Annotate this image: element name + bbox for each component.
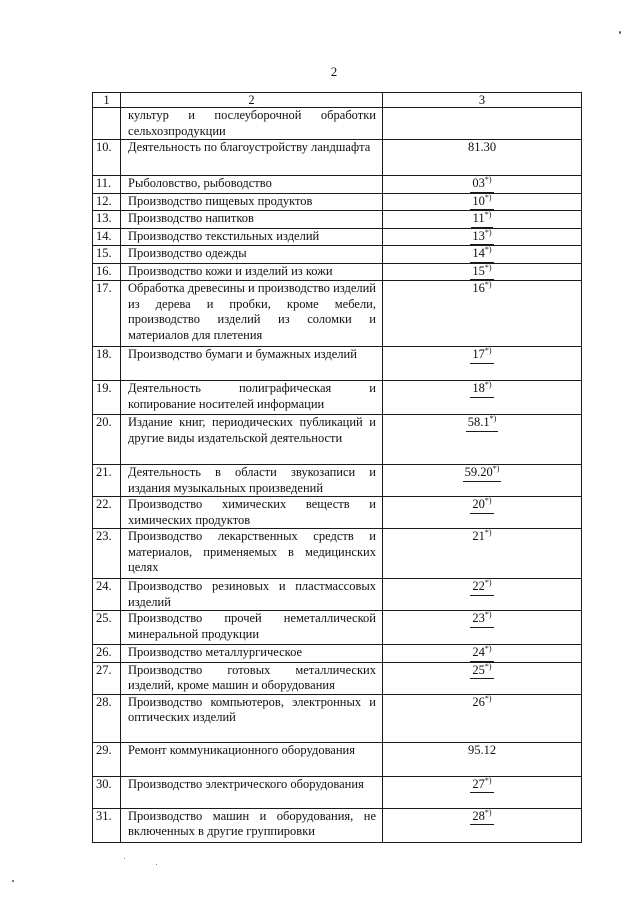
table-row [93,381,582,415]
row-number: 29. [93,742,121,776]
okved-code-value: 13 [472,228,485,243]
row-number: 27. [93,662,121,694]
activity-description: Производство химических веществ и химических продуктов [121,497,383,529]
table-row [93,611,582,645]
table-row [93,808,582,842]
okved-code [466,140,498,156]
okved-code-value: 03 [472,176,485,190]
footnote-mark: *) [484,227,492,237]
table-row [93,108,582,140]
okved-code [466,415,499,432]
activity-description: Производство прочей неметаллической минеральной продукции [121,611,383,645]
footnote-mark: *) [484,527,492,537]
activity-description: Производство бумаги и бумажных изделий [121,347,383,381]
okved-code [470,695,493,711]
footnote-mark: *) [484,244,492,254]
okved-code-value: 23 [472,611,485,625]
okved-code-value: 11 [472,211,485,225]
activity-description: Издание книг, периодических публикаций и другие виды издательской деятельности [121,415,383,465]
table-row [93,263,582,281]
table-row [93,742,582,776]
activity-description: Производство компьютеров, электронных и оптических изделий [121,694,383,742]
okved-code-cell [383,529,582,579]
okved-code-value: 17 [472,347,485,361]
row-number: 28. [93,694,121,742]
activity-description: Производство кожи и изделий из кожи [121,263,383,281]
okved-code-value: 10 [472,193,485,208]
activity-description: Производство машин и оборудования, не включенных в другие группировки [121,808,383,842]
okved-code-value: 16 [472,281,485,295]
row-number [93,108,121,140]
footnote-mark: *) [489,413,497,423]
row-number: 19. [93,381,121,415]
okved-code-value: 59.20 [464,465,493,479]
activity-codes-table [92,92,582,843]
okved-code-cell [383,611,582,645]
activity-description: Производство резиновых и пластмассовых изделий [121,579,383,611]
activity-description: Производство электрического оборудования [121,776,383,808]
row-number: 16. [93,263,121,281]
okved-code-cell [383,246,582,264]
activity-description: Рыболовство, рыбоводство [121,176,383,194]
page-number: 2 [330,64,338,79]
footnote-mark: *) [484,577,492,587]
okved-code [470,611,493,628]
row-number: 14. [93,228,121,246]
okved-code-value: 18 [472,381,485,395]
okved-code-cell [383,176,582,194]
activity-description: Деятельность в области звукозаписи и издания музыкальных произведений [121,465,383,497]
okved-code [463,465,502,482]
okved-code-value: 20 [472,497,485,511]
scan-speck [124,858,125,859]
row-number: 10. [93,140,121,176]
activity-description: Производство готовых металлических изделий, кроме машин и оборудования [121,662,383,694]
okved-code-cell [383,694,582,742]
table-row [93,776,582,808]
okved-code-cell [383,381,582,415]
footnote-mark: *) [484,345,492,355]
table-row [93,193,582,211]
okved-code-cell [383,108,582,140]
okved-code [470,229,493,246]
okved-code-value: 15 [472,263,485,278]
okved-code-value: 26 [472,694,485,709]
activity-description: Производство металлургическое [121,645,383,663]
table-row [93,694,582,742]
okved-code-cell [383,662,582,694]
header-col-1: 1 [93,93,121,108]
okved-code-cell [383,193,582,211]
okved-code [470,809,493,826]
activity-description: Производство текстильных изделий [121,228,383,246]
row-number: 22. [93,497,121,529]
okved-code [470,264,493,281]
okved-code [470,246,493,263]
okved-code [470,497,493,514]
table-row [93,645,582,663]
table-row [93,529,582,579]
okved-code [470,194,493,211]
scan-speck [12,880,14,882]
footnote-mark: *) [484,609,492,619]
row-number: 18. [93,347,121,381]
okved-code-cell [383,497,582,529]
header-col-3: 3 [383,93,582,108]
footnote-mark: *) [484,661,492,671]
row-number: 13. [93,211,121,229]
scan-speck [156,864,157,865]
table-row [93,211,582,229]
row-number: 23. [93,529,121,579]
footnote-mark: *) [484,693,492,703]
row-number: 17. [93,281,121,347]
okved-code-cell [383,347,582,381]
activity-description: Производство пищевых продуктов [121,193,383,211]
okved-code-value: 28 [472,808,485,823]
okved-code-cell [383,742,582,776]
footnote-mark: *) [484,174,492,184]
okved-code [470,579,493,596]
okved-code-cell [383,228,582,246]
row-number: 20. [93,415,121,465]
okved-code-cell [383,263,582,281]
okved-code [470,347,493,364]
table-row [93,579,582,611]
okved-code [470,645,493,662]
footnote-mark: *) [484,209,492,219]
row-number: 12. [93,193,121,211]
table-row [93,662,582,694]
activity-description: Ремонт коммуникационного оборудования [121,742,383,776]
activity-description: Производство напитков [121,211,383,229]
footnote-mark: *) [492,463,500,473]
footnote-mark: *) [484,379,492,389]
table-row [93,465,582,497]
okved-code-cell [383,211,582,229]
footnote-mark: *) [484,775,492,785]
okved-code-cell [383,776,582,808]
okved-code [470,281,493,297]
table-row [93,246,582,264]
okved-code-cell [383,808,582,842]
okved-code [466,743,498,759]
activity-description: Деятельность по благоустройству ландшафта [121,140,383,176]
activity-description: Производство лекарственных средств и материалов, применяемых в медицинских целях [121,529,383,579]
row-number: 31. [93,808,121,842]
okved-code [470,176,493,193]
footnote-mark: *) [484,643,492,653]
footnote-mark: *) [484,807,492,817]
okved-code-value: 27 [472,776,485,791]
table-row [93,347,582,381]
table-row [93,228,582,246]
okved-code-value: 25 [472,662,485,677]
okved-code-cell [383,645,582,663]
table-row [93,176,582,194]
footnote-mark: *) [484,192,492,202]
okved-code-value: 21 [472,529,485,543]
okved-code-value: 58.1 [467,415,490,429]
table-row [93,415,582,465]
okved-code-cell [383,465,582,497]
okved-code [471,211,494,228]
activity-description: культур и послеуборочной обработки сельхозпродукции [121,108,383,140]
row-number: 26. [93,645,121,663]
okved-code-value: 95.12 [467,742,497,757]
footnote-mark: *) [484,279,492,289]
row-number: 24. [93,579,121,611]
row-number: 30. [93,776,121,808]
okved-code-value: 81.30 [467,140,497,154]
header-col-2: 2 [121,93,383,108]
okved-code-cell [383,579,582,611]
activity-description: Производство одежды [121,246,383,264]
table-header-row [93,93,582,108]
okved-code [470,777,493,794]
row-number: 25. [93,611,121,645]
activity-description: Деятельность полиграфическая и копирование носителей информации [121,381,383,415]
footnote-mark: *) [484,262,492,272]
okved-code-cell [383,140,582,176]
scan-speck [619,31,621,34]
activity-description: Обработка древесины и производство изделий из дерева и пробки, кроме мебели, производство изделий из соломки и материалов для плетения [121,281,383,347]
table-row [93,281,582,347]
footnote-mark: *) [484,495,492,505]
okved-code [470,663,493,680]
okved-code-value: 14 [472,246,485,260]
okved-code-value: 24 [472,645,485,659]
okved-code [470,381,493,398]
row-number: 15. [93,246,121,264]
row-number: 11. [93,176,121,194]
row-number: 21. [93,465,121,497]
okved-code-cell [383,281,582,347]
okved-code-cell [383,415,582,465]
table-row [93,140,582,176]
okved-code [470,529,493,545]
table-row [93,497,582,529]
okved-code-value: 22 [472,579,485,593]
